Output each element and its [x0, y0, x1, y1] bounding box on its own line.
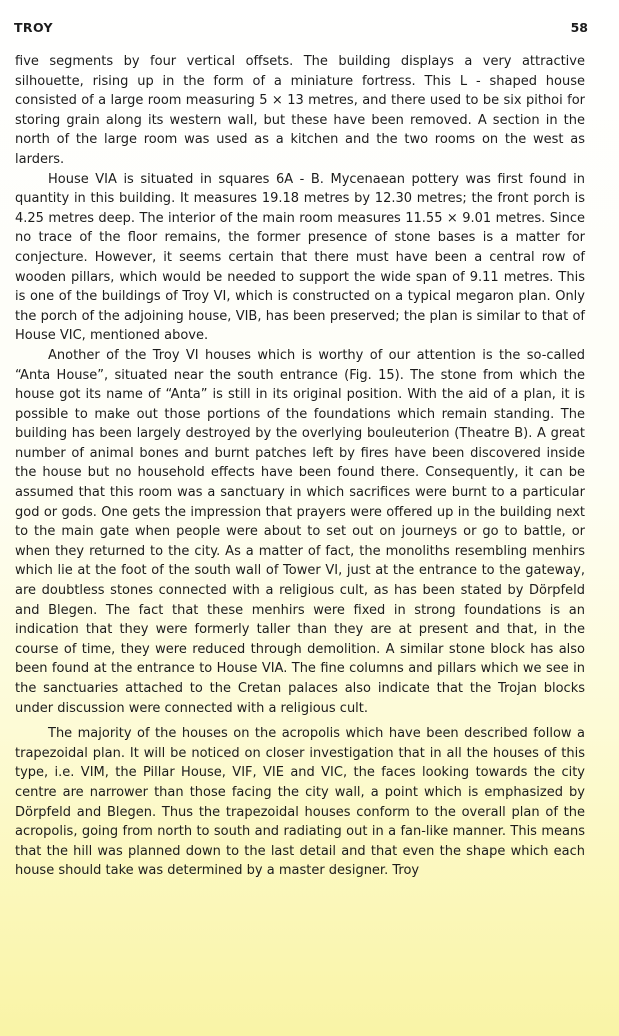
page-number: 58: [570, 20, 588, 35]
paragraph-continuation: five segments by four vertical offsets. The building displays a very attractive silhouette, rising up in the form of a miniature fortress. This L - shaped house consisted of a large room measuring 5 × 13 metres, and there used to be six pithoi for storing grain along its western wall, but these have been removed. A section in the north of the large room was used as a kitchen and the two rooms on the west as larders.: [15, 54, 585, 167]
paragraph-house-via: House VIA is situated in squares 6A - B. Mycenaean pottery was first found in quantity in this building. It measures 19.18 metres by 12.30 metres; the front porch is 4.25 metres deep. The interior of the main room measures 11.55 × 9.01 metres. Since no trace of the floor remains, the former presence of stone bases is a matter for conjecture. However, it seems certain that there must have been a central row of wooden pillars, which would be needed to support the wide span of 9.11 metres. This is one of the buildings of Troy VI, which is constructed on a typical megaron plan. Only the porch of the adjoining house, VIB, has been preserved; the plan is similar to that of House VIC, mentioned above.: [15, 171, 585, 344]
paragraph-anta-house: Another of the Troy VI houses which is worthy of our attention is the so-called “Anta House”, situated near the south entrance (Fig. 15). The stone from which the house got its name of “Anta” is still in its original position. With the aid of a plan, it is possible to make out those portions of the foundations which remain standing. The building has been largely destroyed by the overlying bouleuterion (Theatre B). A great number of animal bones and burnt patches left by fires have been discovered inside the house but no household effects have been found there. Consequently, it can be assumed that this room was a sanctuary in which sacrifices were burnt to a particular god or gods. One gets the impression that prayers were offered up in the building next to the main gate when people were about to set out on journeys or go to battle, or when they returned to the city. As a matter of fact, the monoliths resembling menhirs which lie at the foot of the south wall of Tower VI, just at the entrance to the gateway, are doubtless stones connected with a religious cult, as has been stated by Dörpfeld and Blegen. The fact that these menhirs were fixed in strong foundations is an indication that they were formerly taller than they are at present and that, in the course of time, they were reduced through demolition. A similar stone block has also been found at the entrance to House VIA. The fine columns and pillars which we see in the sanctuaries attached to the Cretan palaces also indicate that the Trojan blocks under discussion were connected with a religious cult.: [15, 347, 585, 716]
paragraph-trapezoidal-plan: The majority of the houses on the acropolis which have been described follow a trapezoidal plan. It will be noticed on closer investigation that in all the houses of this type, i.e. VIM, the Pillar House, VIF, VIE and VIC, the faces looking towards the city centre are narrower than those facing the city wall, a point which is emphasized by Dörpfeld and Blegen. Thus the trapezoidal houses conform to the overall plan of the acropolis, going from north to south and radiating out in a fan-like manner. This means that the hill was planned down to the last detail and that even the shape which each house should take was determined by a master designer. Troy: [15, 726, 585, 879]
running-title: TROY: [14, 20, 53, 35]
running-header: [14, 20, 588, 38]
body-text: [15, 52, 585, 881]
